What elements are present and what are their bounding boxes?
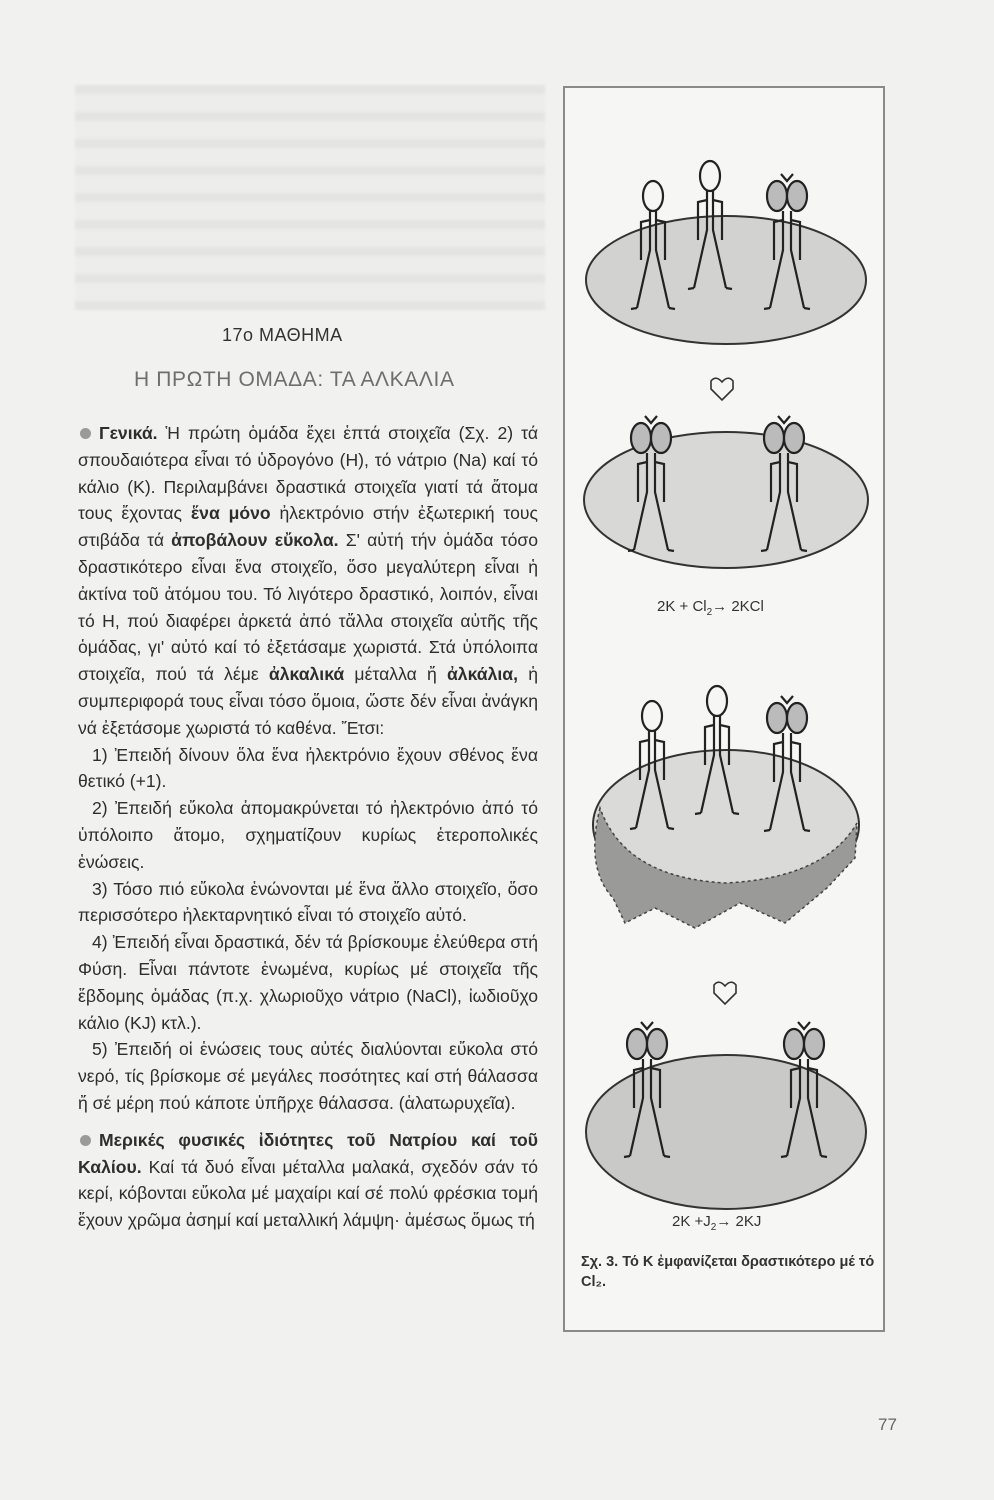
- chapter-title: Η ΠΡΩΤΗ ΟΜΑΔΑ: ΤΑ ΑΛΚΑΛΙΑ: [134, 368, 455, 391]
- equation-kcl: $2K + Cl_2\to 2KCl$: [657, 598, 764, 618]
- bullet-icon: [80, 1135, 91, 1146]
- body-text: [78, 420, 538, 1234]
- page-number: 77: [878, 1415, 897, 1434]
- list-item: 5) Ἐπειδή οἱ ἑνώσεις τους αὐτές διαλύονται εὔκολα στό νερό, τίς βρίσκομε σέ μεγάλες ποσότητες καί στή θάλασσα ἤ σέ μέρη πού κάποτε ὑπῆρχε θάλασσα. (ἁλατωρυχεῖα).: [78, 1039, 538, 1113]
- bleed-through-text: [75, 85, 545, 310]
- paragraph-properties: Μερικές φυσικές ἰδιότητες τοῦ Νατρίου καί τοῦ Καλίου. Καί τά δυό εἶναι μέταλλα μαλακά, σχεδόν σάν τό κερί, κόβονται εὔκολα μέ μαχαίρι καί σέ πολύ φρέσκια τομή ἔχουν χρῶμα ἀσημί καί μεταλλική λάμψη· ἀμέσως ὅμως τή: [78, 1129, 538, 1231]
- figure-caption: Σχ. 3. Τό K ἐμφανίζεται δραστικότερο μέ τό Cl₂.: [581, 1254, 875, 1290]
- figure-frame: [563, 86, 885, 1332]
- list-item: 3) Τόσο πιό εὔκολα ἑνώνονται μέ ἕνα ἄλλο στοιχεῖο, ὅσο περισσότερο ἠλεκταρνητικό εἶναι τό στοιχεῖο αὐτό.: [78, 878, 538, 926]
- paragraph-general: Γενικά. Ἡ πρώτη ὁμάδα ἔχει ἑπτά στοιχεῖα (Σχ. 2) τά σπουδαιότερα εἶναι τό ὑδρογόνο (Η), τό νάτριο (Na) καί τό κάλιο (Κ). Περιλαμβάνει δραστικά στοιχεῖα γιατί τά ἄτομα τους ἔχοντας ἕνα μόνο ἠλεκτρόνιο στήν ἐξωτερική τους στιβάδα τά ἀποβάλουν εὔκολα. Σ' αὐτή τήν ὁμάδα τόσο δραστικότερο εἶναι ἕνα στοιχεῖο, ὅσο μεγαλύτερη εἶναι ἡ ἀκτίνα τοῦ ἀτόμου του. Τό λιγότερο δραστικό, λοιπόν, εἶναι τό Η, πού διαφέρει ἀρκετά ἀπό τἄλλα στοιχεῖα αὐτῆς τῆς ὁμάδας, γι' αὐτό καί τό ἐξετάσαμε χωριστά. Στά ὑπόλοιπα στοιχεῖα, πού τά λέμε ἀλκαλικά μέταλλα ἤ ἀλκάλια, ἡ συμπεριφορά τους εἶναι τόσο ὅμοια, ὥστε δέν εἶναι ἀνάγκη νά ἐξετάσομε χωριστά τό καθένα. Ἔτσι:: [78, 423, 539, 738]
- list-item: 2) Ἐπειδή εὔκολα ἀπομακρύνεται τό ἠλεκτρόνιο ἀπό τό ὑπόλοιπο ἄτομο, σχηματίζουν κυρίως ἑτεροπολικές ἑνώσεις.: [78, 798, 538, 872]
- equation-kj: $2K +J_2\to 2KJ$: [672, 1213, 762, 1233]
- bullet-icon: [80, 428, 91, 439]
- general-heading: Γενικά.: [99, 423, 158, 443]
- properties-heading: Μερικές φυσικές ἰδιότητες τοῦ Νατρίου καί τοῦ Καλίου.: [78, 1129, 538, 1177]
- list-item: 4) Ἐπειδή εἶναι δραστικά, δέν τά βρίσκουμε ἐλεύθερα στή Φύση. Εἶναι πάντοτε ἑνωμένα, κυρίως μέ στοιχεῖα τῆς ἕβδομης ὁμάδας (π.χ. χλωριοῦχο νάτριο (NaCl), ἰωδιοῦχο κάλιο (KJ) κτλ.).: [78, 932, 538, 1033]
- list-item: 1) Ἐπειδή δίνουν ὅλα ἕνα ἠλεκτρόνιο ἔχουν σθένος ἕνα θετικό (+1).: [78, 744, 538, 792]
- lesson-number: 17ο ΜΑΘΗΜΑ: [222, 325, 343, 345]
- figure-illustration: [565, 88, 887, 1334]
